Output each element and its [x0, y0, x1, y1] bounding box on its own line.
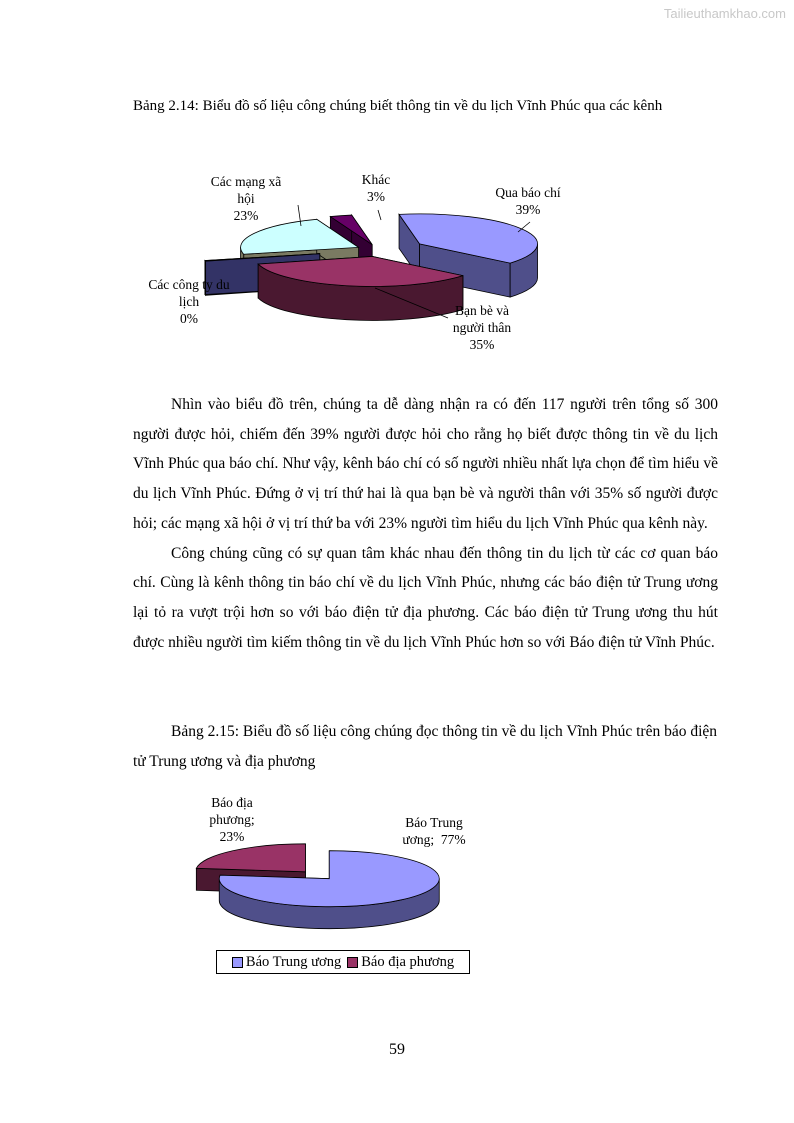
label-mang-xa-hoi: Các mạng xã hội 23%: [210, 174, 282, 223]
page-number: 59: [389, 1041, 405, 1058]
watermark: Tailieuthamkhao.com: [663, 6, 786, 21]
label-qua-bao-chi: Qua báo chí 39%: [495, 185, 561, 217]
legend-item-dia-phuong: Báo địa phương: [347, 954, 454, 971]
label-dia-phuong: Báo địa phương; 23%: [209, 795, 255, 844]
chart-1-caption: Bảng 2.14: Biểu đồ số liệu công chúng biết thông tin về du lịch Vĩnh Phúc qua các kênh: [133, 98, 663, 114]
chart-2-caption: Bảng 2.15: Biểu đồ số liệu công chúng đọc thông tin về du lịch Vĩnh Phúc trên báo điện tử Trung ương và địa phương: [133, 723, 718, 770]
chart-2-legend: [216, 950, 470, 974]
label-trung-uong: Báo Trung ương; 77%: [402, 815, 466, 847]
legend-item-trung-uong: Báo Trung ương: [232, 954, 341, 971]
label-cong-ty: Các công ty du lịch 0%: [148, 277, 230, 326]
label-ban-be: Bạn bè và người thân 35%: [452, 303, 512, 352]
legend-swatch: [347, 957, 358, 968]
pie2-slice-1: [196, 844, 305, 872]
label-khac: Khác 3%: [361, 172, 391, 204]
paragraph-2: Công chúng cũng có sự quan tâm khác nhau đến thông tin du lịch từ các cơ quan báo chí. Cùng là kênh thông tin báo chí về du lịch Vĩnh Phúc, nhưng các báo điện tử Trung ương lại tỏ ra vượt trội hơn so với báo điện tử địa phương. Các báo điện tử Trung ương thu hút được nhiều người tìm kiếm thông tin về du lịch Vĩnh Phúc hơn so với Báo điện tử Vĩnh Phúc.: [133, 544, 718, 651]
paragraph-1: Nhìn vào biểu đồ trên, chúng ta dễ dàng nhận ra có đến 117 người trên tổng số 300 người được hỏi, chiếm đến 39% người được hỏi cho rằng họ biết được thông tin về du lịch Vĩnh Phúc qua báo chí. Như vậy, kênh báo chí có số người nhiều nhất lựa chọn để tìm hiểu về du lịch Vĩnh Phúc. Đứng ở vị trí thứ hai là qua bạn bè và người thân với 35% số người được hỏi; các mạng xã hội ở vị trí thứ ba với 23% người tìm hiểu du lịch Vĩnh Phúc qua kênh này.: [133, 396, 718, 532]
legend-swatch: [232, 957, 243, 968]
